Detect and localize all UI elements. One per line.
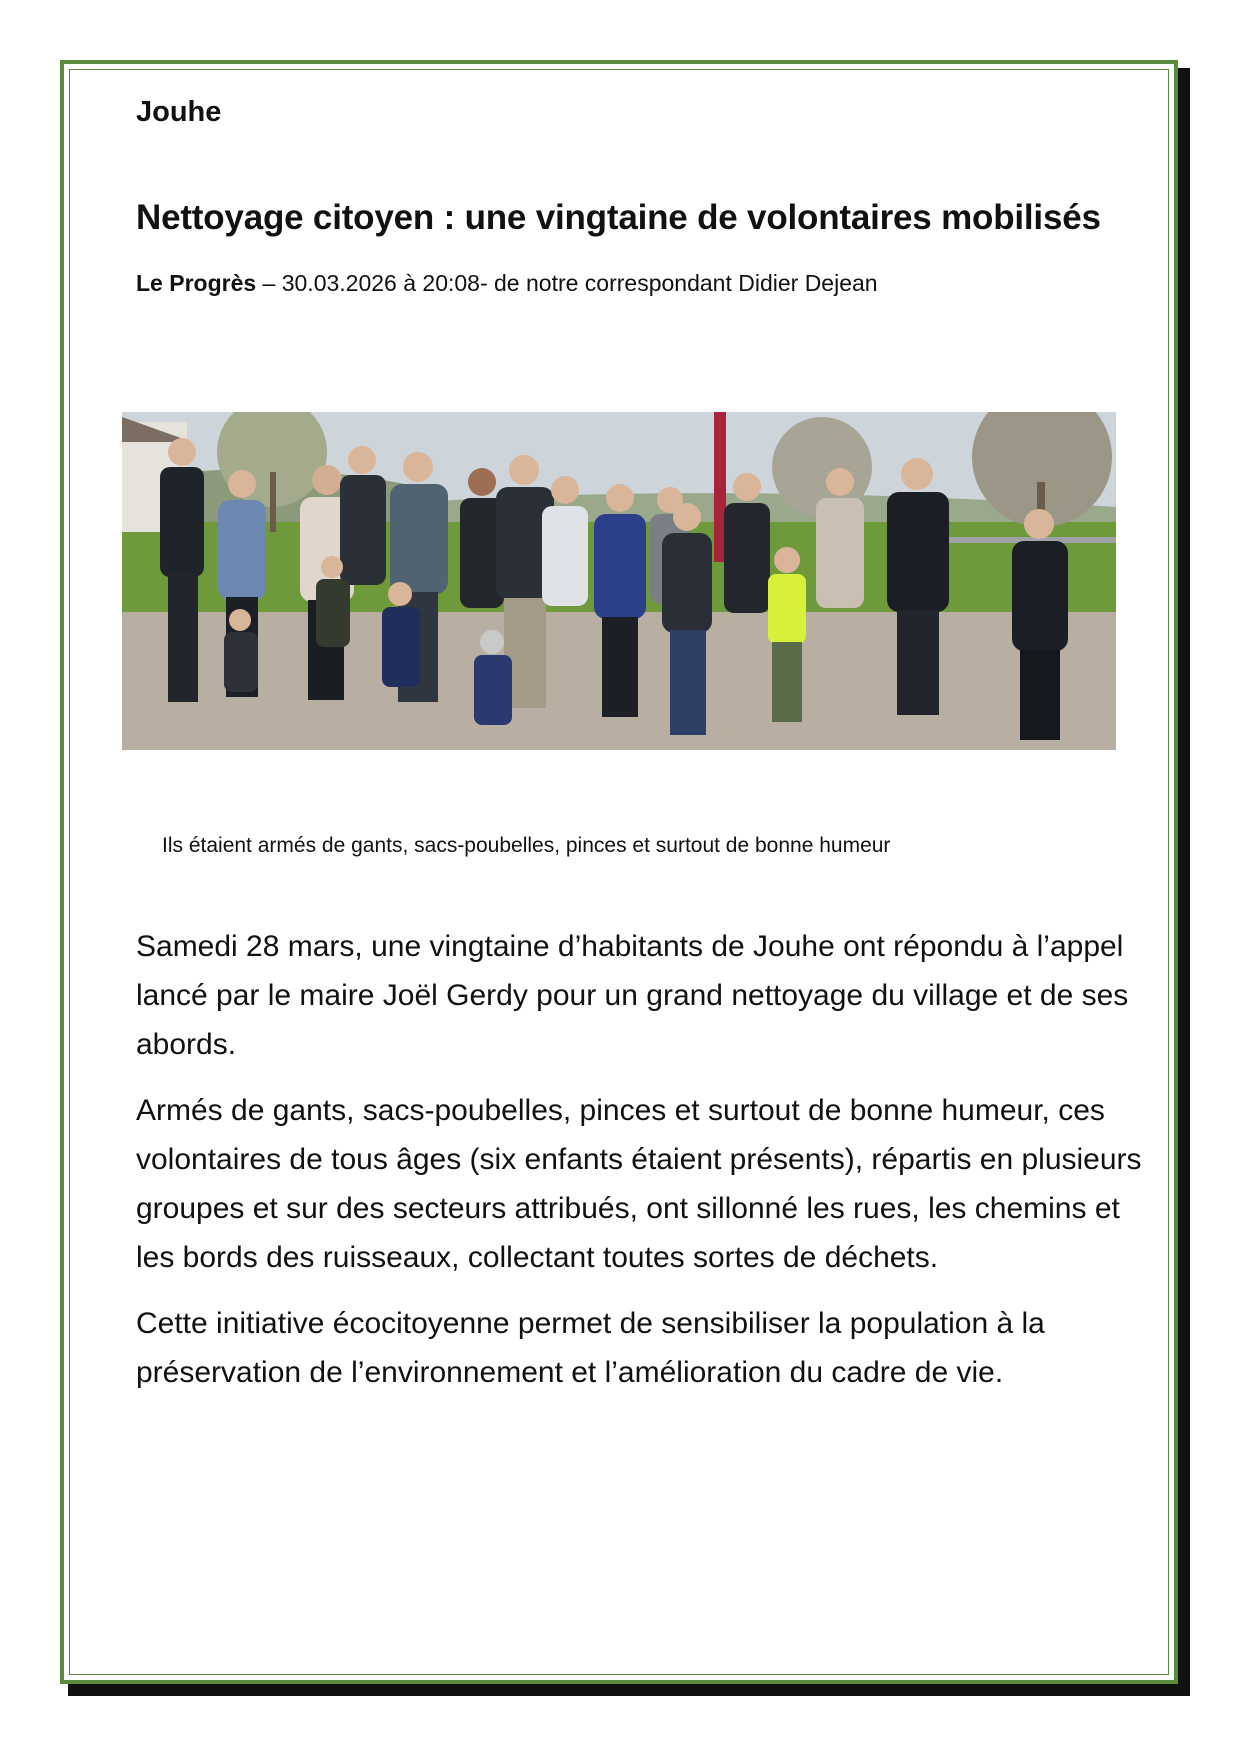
group-photo-illustration (122, 412, 1116, 750)
article-byline (136, 270, 878, 297)
byline-source: Le Progrès (136, 270, 257, 296)
page-frame-inner-border (69, 69, 1169, 1675)
byline-details: – 30.03.2026 à 20:08- de notre correspondant Didier Dejean (256, 270, 878, 296)
page-frame (60, 60, 1178, 1684)
article-paragraph: Cette initiative écocitoyenne permet de sensibiliser la population à la préservation de l’environnement et l’amélioration du cadre de vie. (136, 1307, 1045, 1389)
article-paragraph: Samedi 28 mars, une vingtaine d’habitants de Jouhe ont répondu à l’appel lancé par le maire Joël Gerdy pour un grand nettoyage du village et de ses abords. (136, 930, 1129, 1061)
article-headline: Nettoyage citoyen : une vingtaine de volontaires mobilisés (136, 198, 1101, 237)
article-body (136, 922, 1146, 1414)
volunteers-group-photo (122, 412, 1116, 750)
article-paragraph: Armés de gants, sacs-poubelles, pinces et surtout de bonne humeur, ces volontaires de tous âges (six enfants étaient présents), répartis en plusieurs groupes et sur des secteurs attribués, ont sillonné les rues, les chemins et les bords des ruisseaux, collectant toutes sortes de déchets. (136, 1094, 1142, 1274)
photo-caption: Ils étaient armés de gants, sacs-poubelles, pinces et surtout de bonne humeur (162, 834, 891, 857)
town-name: Jouhe (136, 96, 222, 128)
